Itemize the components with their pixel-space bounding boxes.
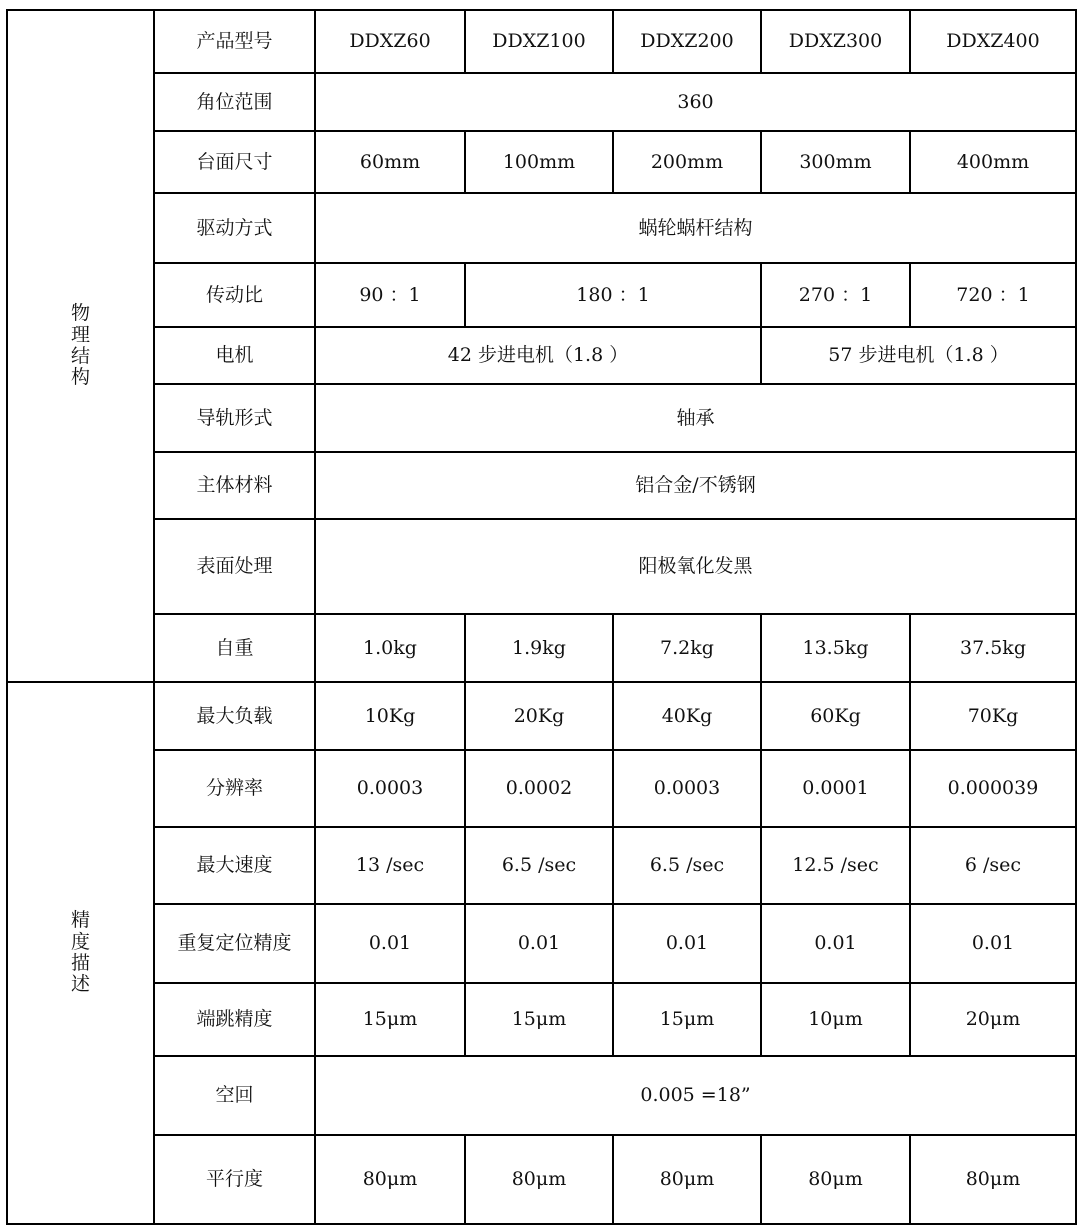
group-precision: 精度描述 (7, 682, 154, 1224)
cell-ratio: 90 ：1 (315, 263, 465, 327)
cell-runout: 20μm (910, 983, 1076, 1056)
cell-parallelism: 80μm (465, 1135, 613, 1224)
cell-resolution: 0.000039 (910, 750, 1076, 827)
cell-model: DDXZ300 (761, 10, 910, 73)
cell-resolution: 0.0002 (465, 750, 613, 827)
cell-runout: 15μm (315, 983, 465, 1056)
table-row (7, 682, 1076, 750)
cell-max-speed: 13 /sec (315, 827, 465, 904)
table-row (7, 193, 1076, 263)
cell-runout: 10μm (761, 983, 910, 1056)
cell-weight: 1.0kg (315, 614, 465, 682)
cell-resolution: 0.0003 (613, 750, 761, 827)
table-row (7, 827, 1076, 904)
cell-table-size: 60mm (315, 131, 465, 193)
table-row (7, 327, 1076, 384)
cell-model: DDXZ100 (465, 10, 613, 73)
cell-repeatability: 0.01 (910, 904, 1076, 983)
cell-resolution: 0.0003 (315, 750, 465, 827)
table-row (7, 614, 1076, 682)
table-row (7, 904, 1076, 983)
cell-max-load: 10Kg (315, 682, 465, 750)
cell-repeatability: 0.01 (315, 904, 465, 983)
row-label-model: 产品型号 (154, 10, 315, 73)
cell-model: DDXZ400 (910, 10, 1076, 73)
cell-runout: 15μm (465, 983, 613, 1056)
row-label-surface: 表面处理 (154, 519, 315, 614)
cell-ratio: 720 ：1 (910, 263, 1076, 327)
row-label-max-load: 最大负载 (154, 682, 315, 750)
cell-max-speed: 12.5 /sec (761, 827, 910, 904)
cell-parallelism: 80μm (910, 1135, 1076, 1224)
cell-max-speed: 6 /sec (910, 827, 1076, 904)
cell-table-size: 200mm (613, 131, 761, 193)
group-physical-structure: 物理结构 (7, 10, 154, 682)
table-row (7, 263, 1076, 327)
row-label-material: 主体材料 (154, 452, 315, 519)
row-label-table-size: 台面尺寸 (154, 131, 315, 193)
cell-weight: 1.9kg (465, 614, 613, 682)
table-row (7, 983, 1076, 1056)
cell-backlash: 0.005 =18” (315, 1056, 1076, 1135)
cell-parallelism: 80μm (761, 1135, 910, 1224)
cell-parallelism: 80μm (315, 1135, 465, 1224)
row-label-motor: 电机 (154, 327, 315, 384)
cell-weight: 7.2kg (613, 614, 761, 682)
table-row (7, 73, 1076, 131)
cell-material: 铝合金/不锈钢 (315, 452, 1076, 519)
cell-max-load: 40Kg (613, 682, 761, 750)
table-row (7, 1056, 1076, 1135)
cell-repeatability: 0.01 (465, 904, 613, 983)
cell-drive: 蜗轮蜗杆结构 (315, 193, 1076, 263)
row-label-drive: 驱动方式 (154, 193, 315, 263)
cell-resolution: 0.0001 (761, 750, 910, 827)
table-row (7, 750, 1076, 827)
cell-max-load: 20Kg (465, 682, 613, 750)
row-label-resolution: 分辨率 (154, 750, 315, 827)
cell-surface: 阳极氧化发黑 (315, 519, 1076, 614)
cell-weight: 37.5kg (910, 614, 1076, 682)
row-label-repeatability: 重复定位精度 (154, 904, 315, 983)
cell-motor: 57 步进电机（1.8 ） (761, 327, 1076, 384)
cell-table-size: 400mm (910, 131, 1076, 193)
cell-motor: 42 步进电机（1.8 ） (315, 327, 761, 384)
row-label-angle-range: 角位范围 (154, 73, 315, 131)
cell-ratio: 180 ：1 (465, 263, 761, 327)
row-label-weight: 自重 (154, 614, 315, 682)
row-label-backlash: 空回 (154, 1056, 315, 1135)
cell-repeatability: 0.01 (761, 904, 910, 983)
cell-ratio: 270 ：1 (761, 263, 910, 327)
cell-parallelism: 80μm (613, 1135, 761, 1224)
cell-model: DDXZ200 (613, 10, 761, 73)
cell-model: DDXZ60 (315, 10, 465, 73)
cell-guide: 轴承 (315, 384, 1076, 452)
spec-table (6, 9, 1077, 1225)
table-row (7, 131, 1076, 193)
cell-repeatability: 0.01 (613, 904, 761, 983)
cell-max-speed: 6.5 /sec (465, 827, 613, 904)
row-label-runout: 端跳精度 (154, 983, 315, 1056)
table-row (7, 10, 1076, 73)
table-row (7, 384, 1076, 452)
cell-table-size: 100mm (465, 131, 613, 193)
cell-weight: 13.5kg (761, 614, 910, 682)
cell-max-load: 70Kg (910, 682, 1076, 750)
row-label-parallelism: 平行度 (154, 1135, 315, 1224)
cell-max-speed: 6.5 /sec (613, 827, 761, 904)
cell-runout: 15μm (613, 983, 761, 1056)
row-label-guide: 导轨形式 (154, 384, 315, 452)
table-row (7, 519, 1076, 614)
cell-angle-range: 360 (315, 73, 1076, 131)
table-row (7, 452, 1076, 519)
row-label-ratio: 传动比 (154, 263, 315, 327)
table-row (7, 1135, 1076, 1224)
row-label-max-speed: 最大速度 (154, 827, 315, 904)
cell-max-load: 60Kg (761, 682, 910, 750)
cell-table-size: 300mm (761, 131, 910, 193)
